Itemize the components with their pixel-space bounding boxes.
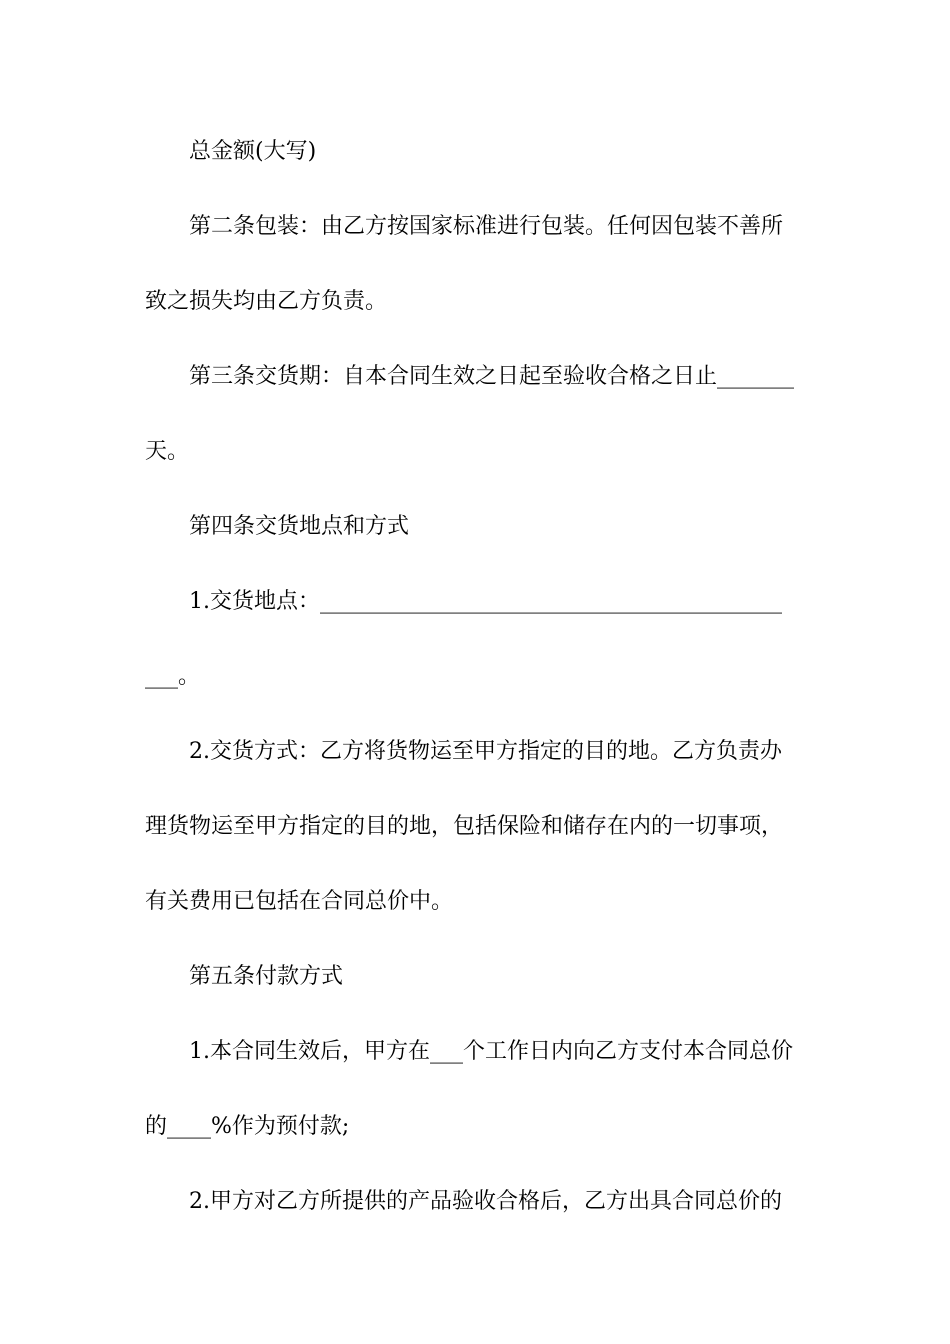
paragraph-delivery-method-line-2: 理货物运至甲方指定的目的地，包括保险和储存在内的一切事项，	[145, 814, 784, 839]
paragraph-article-2-line-2: 致之损失均由乙方负责。	[145, 289, 388, 314]
paragraph-payment-2-line-1: 2.甲方对乙方所提供的产品验收合格后，乙方出具合同总价的	[189, 1189, 782, 1214]
paragraph-article-3-line-1: 第三条交货期：自本合同生效之日起至验收合格之日止_______	[189, 364, 795, 389]
paragraph-article-2-line-1: 第二条包装：由乙方按国家标准进行包装。任何因包装不善所	[189, 214, 784, 239]
paragraph-payment-1-line-2: 的____%作为预付款;	[145, 1114, 350, 1139]
heading-article-4: 第四条交货地点和方式	[189, 514, 410, 539]
paragraph-delivery-method-line-3: 有关费用已包括在合同总价中。	[145, 889, 454, 914]
heading-article-5: 第五条付款方式	[189, 964, 344, 989]
paragraph-delivery-place-line-2: ___。	[145, 664, 201, 689]
paragraph-delivery-place-line-1: 1.交货地点：__________________________________________	[189, 589, 782, 614]
paragraph-total-amount: 总金额(大写)	[189, 139, 317, 164]
paragraph-payment-1-line-1: 1.本合同生效后，甲方在___个工作日内向乙方支付本合同总价	[189, 1039, 793, 1064]
paragraph-article-3-line-2: 天。	[145, 439, 190, 464]
paragraph-delivery-method-line-1: 2.交货方式：乙方将货物运至甲方指定的目的地。乙方负责办	[189, 739, 782, 764]
